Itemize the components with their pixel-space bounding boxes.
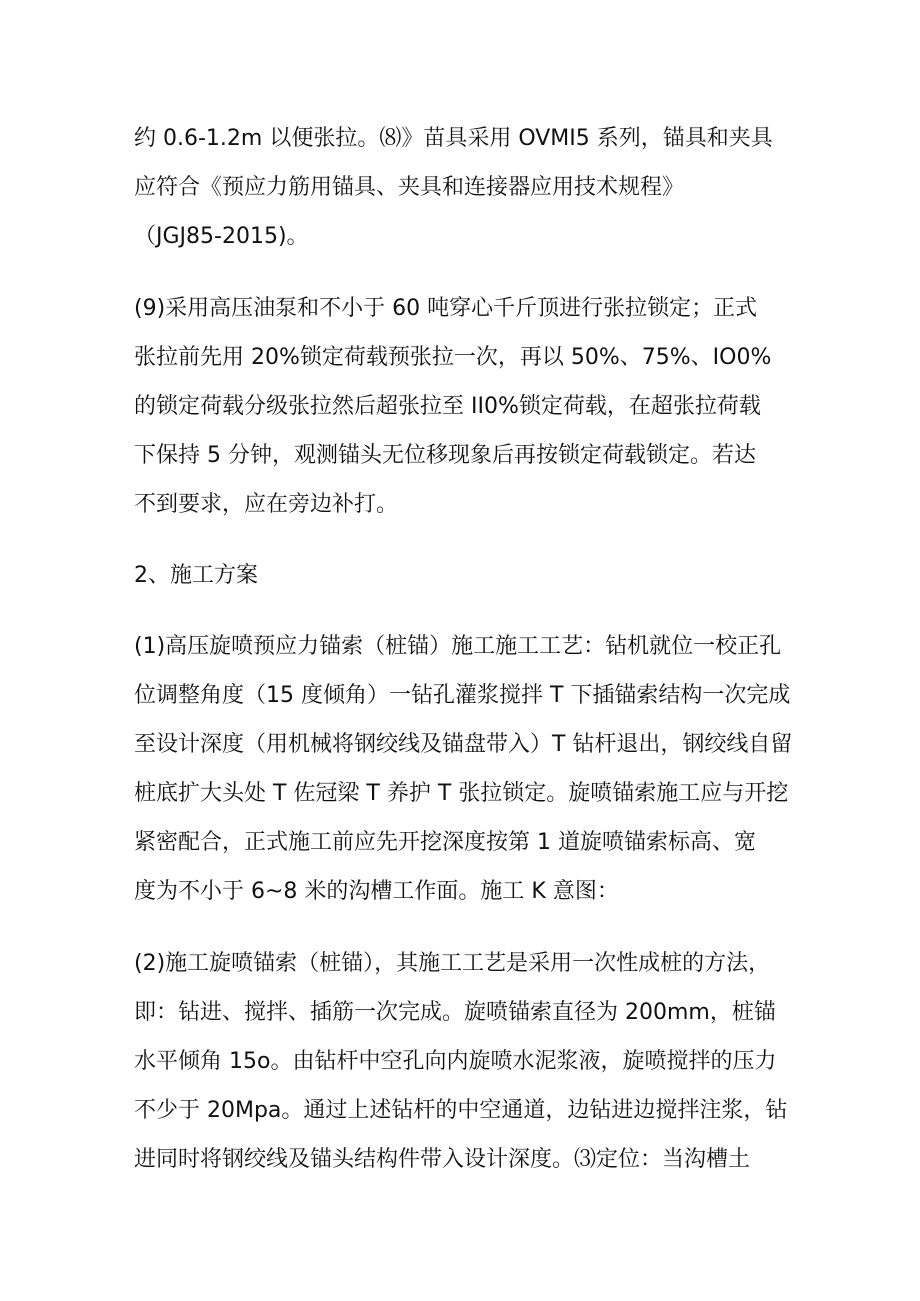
text-line: 应符合《预应力筋用锚具、夹具和连接器应用技术规程》 [134,175,685,200]
text-line: 下保持 5 分钟，观测锚头无位移现象后再按锁定荷载锁定。若达 [134,443,756,468]
text-line: (9)采用高压油泵和不小于 60 吨穿心千斤顶进行张拉锁定；正式 [134,296,758,321]
text-line: 紧密配合，正式施工前应先开挖深度按第 1 道旋喷锚索标高、宽 [134,830,756,855]
paragraph-jet-grouting [134,939,814,1184]
paragraph-anchor-spec [134,114,814,261]
text-line: 即：钻进、搅拌、插筋一次完成。旋喷锚索直径为 200mm，桩锚 [134,1000,776,1025]
text-line: 的锁定荷载分级张拉然后超张拉至 II0%锁定荷载，在超张拉荷载 [134,394,761,419]
text-line: 进同时将钢绞线及锚头结构件带入设计深度。⑶定位：当沟槽土 [134,1147,751,1172]
text-line: 张拉前先用 20%锁定荷载预张拉一次，再以 50%、75%、IO0% [134,345,772,370]
heading-text: 2、施工方案 [134,563,258,588]
text-line: 至设计深度（用机械将钢绞线及锚盘带入）T 钻杆退出，钢绞线自留 [134,732,793,757]
text-line: 不少于 20Mpa。通过上述钻杆的中空通道，边钻进边搅拌注浆，钻 [134,1098,788,1123]
text-line: 约 0.6-1.2m 以便张拉。⑻》苗具采用 OVMI5 系列，锚具和夹具 [134,126,773,151]
text-line: 桩底扩大头处 T 佐冠梁 T 养护 T 张拉锁定。旋喷锚索施工应与开挖 [134,781,789,806]
text-line: 位调整角度（15 度倾角）一钻孔灌浆搅拌 T 下插锚索结构一次完成 [134,683,791,708]
text-line: (1)高压旋喷预应力锚索（桩锚）施工施工工艺：钻机就位一校正孔 [134,634,782,659]
text-line: 度为不小于 6~8 米的沟槽工作面。施工 K 意图： [134,879,619,904]
text-line: (2)施工旋喷锚索（桩锚），其施工工艺是采用一次性成桩的方法， [134,951,771,976]
text-line: （JGJ85-2015)。 [134,224,309,249]
text-line: 水平倾角 15o。由钻杆中空孔向内旋喷水泥浆液，旋喷搅拌的压力 [134,1049,777,1074]
section-heading [134,551,814,600]
text-line: 不到要求，应在旁边补打。 [134,492,399,517]
paragraph-construction-process [134,622,814,916]
paragraph-tensioning [134,284,814,529]
